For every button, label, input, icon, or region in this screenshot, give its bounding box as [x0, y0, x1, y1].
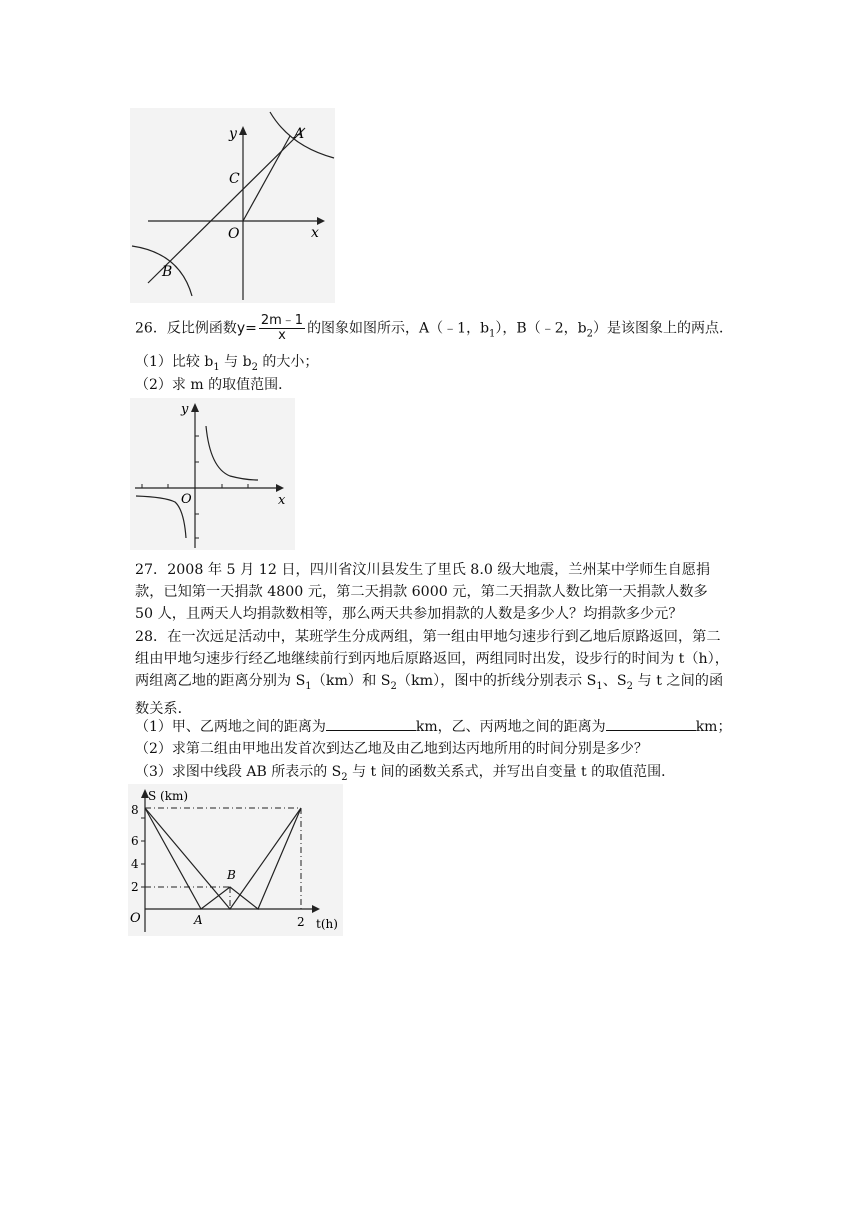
- fig1-y-label: y: [229, 126, 237, 142]
- fig3-ytick-2: 2: [131, 880, 139, 894]
- fig3-x-label: t(h): [316, 917, 338, 931]
- fig3-ytick-8: 8: [131, 803, 139, 817]
- q28-part2: （2）求第二组由甲地出发首次到达乙地及由乙地到达丙地所用的时间分别是多少？: [135, 741, 648, 757]
- fig3-xtick-2: 2: [297, 915, 305, 929]
- fig1-point-b: B: [162, 264, 173, 280]
- q27-text: 27．2008 年 5 月 12 日，四川省汶川县发生了里氏 8.0 级大地震，兰州某中学师生自愿捐款，已知第一天捐款 4800 元，第二天捐款 6000 元，第二天捐款人数比第一天捐款人数多 50 人，且两天人均捐款数相等，那么两天共参加捐款的人数是多少人？均捐款多少元？: [135, 562, 711, 622]
- fig1-point-a: A: [294, 126, 305, 142]
- fig3-y-label: S (km): [148, 789, 189, 803]
- fig3-point-b: B: [227, 868, 236, 882]
- fig2-origin-label: O: [181, 492, 192, 507]
- figure-linear-hyperbola: [130, 108, 335, 303]
- q26-part2: （2）求 m 的取值范围．: [135, 377, 293, 393]
- fig3-point-a: A: [194, 913, 203, 927]
- fig3-ytick-6: 6: [131, 834, 139, 848]
- figure-inverse-function: [130, 398, 295, 550]
- q26-part1: （1）比较 $b_1$ 与 $b_2$ 的大小；: [135, 354, 319, 373]
- q28-part3: （3）求图中线段 AB 所表示的 $S_2$ 与 t 间的函数关系式，并写出自变量 t 的取值范围．: [135, 764, 676, 783]
- fig2-y-label: y: [181, 402, 189, 417]
- blank-jia-yi-distance[interactable]: [326, 716, 416, 731]
- fig1-x-label: x: [311, 225, 319, 241]
- fig2-x-label: x: [278, 493, 286, 508]
- fig3-origin-label: O: [130, 911, 141, 926]
- blank-yi-bing-distance[interactable]: [606, 716, 696, 731]
- q28-part1: （1）甲、乙两地之间的距离为 km，乙、丙两地之间的距离为 km；: [135, 716, 731, 737]
- q28-stem: 28．在一次远足活动中，某班学生分成两组，第一组由甲地匀速步行到乙地后原路返回，第二组由甲地匀速步行经乙地继续前行到丙地后原路返回，两组同时出发，设步行的时间为 t（h），两组离乙地的距离分别为 $S_1(km)$和 $S_2(km)$，图中的折线分别表示 $S_1$、$S_2$ 与 t 之间的函数关系．: [135, 629, 729, 717]
- fig1-point-c: C: [229, 171, 240, 187]
- q26-stem: 26．反比例函数y= $\frac{2m﹣1}{x}$ 的图象如图所示，A（﹣1，$b_1$），B（﹣2，$b_2$）是该图象上的两点．: [135, 313, 733, 343]
- q26-fraction: $\frac{2m﹣1}{x}$: [260, 313, 304, 343]
- figure-distance-time-graph: [128, 784, 343, 936]
- fig3-ytick-4: 4: [131, 857, 139, 871]
- fig1-origin-label: O: [228, 226, 240, 242]
